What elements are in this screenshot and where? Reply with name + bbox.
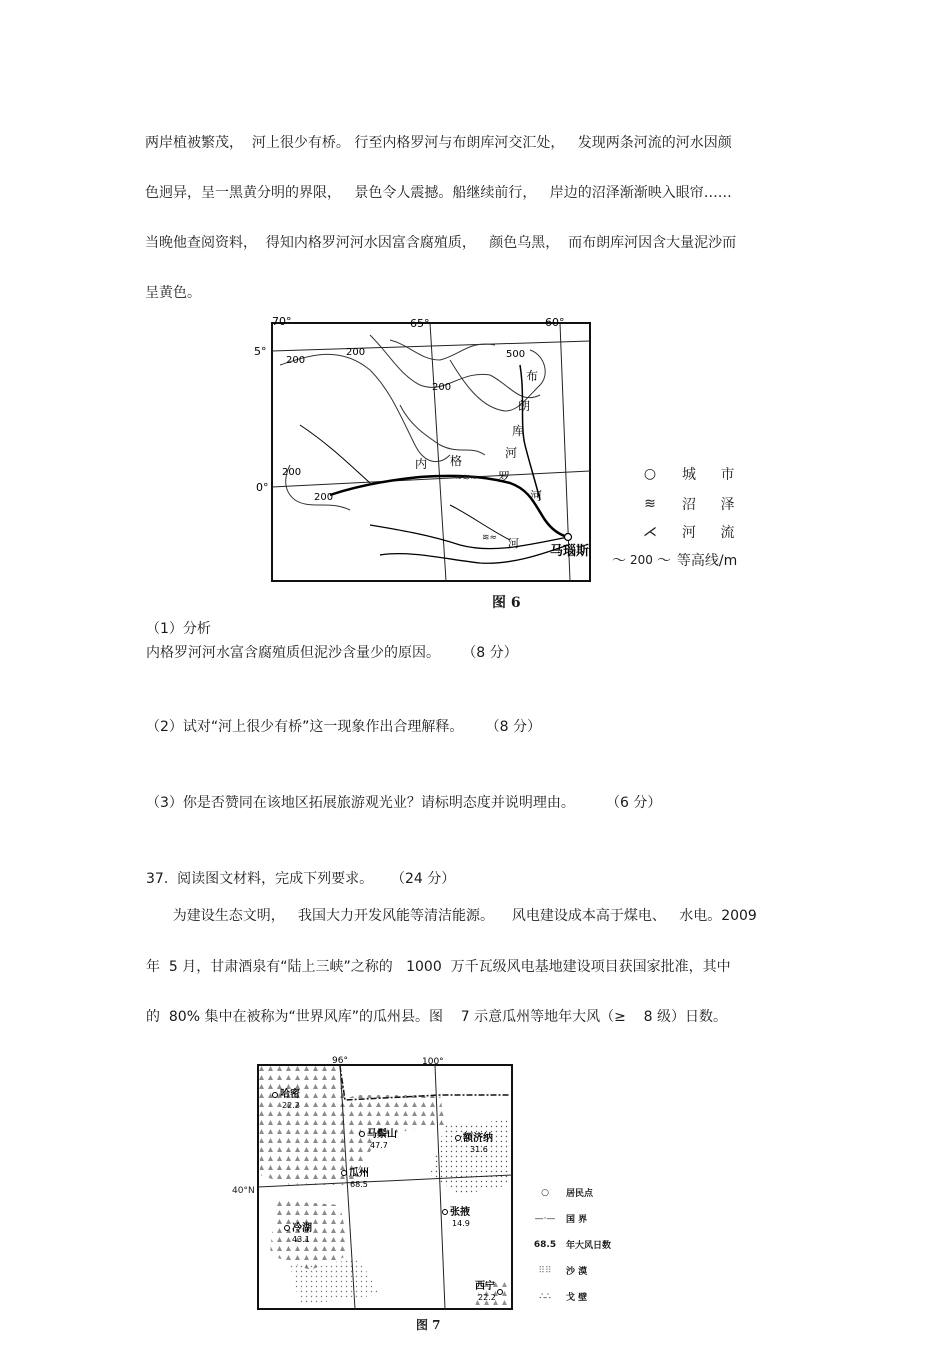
legend-river: ⋌ 河 流 <box>630 522 744 542</box>
river-negro-char: 河 <box>530 489 543 503</box>
legend-border: —·— 国 界 <box>530 1212 587 1225</box>
place-value: 43.1 <box>292 1235 310 1244</box>
passage-line-4: 呈黄色。 <box>145 285 201 301</box>
desert-icon: ⠿⠿ <box>538 1265 552 1276</box>
legend-gobi: ∴∴ 戈 壁 <box>530 1290 587 1303</box>
passage-line-2: 色迥异，呈一黑黄分明的界限， 景色令人震撼。船继续前行， 岸边的沼泽渐渐映入眼帘…… <box>145 185 732 201</box>
place-name: 西宁 <box>475 1281 495 1292</box>
swamp-icon: ≈≋≈ <box>455 473 478 483</box>
place-name: 额济纳 <box>463 1133 493 1144</box>
contour-label: 200 <box>282 467 302 478</box>
city-label: 马瑙斯 <box>550 544 590 559</box>
figure-7-caption: 图 7 <box>416 1318 441 1332</box>
legend-swamp: ≋ 沼 泽 <box>630 494 744 514</box>
figure-6-caption: 图 6 <box>492 595 521 611</box>
border-icon: —·— <box>534 1213 556 1224</box>
city-marker <box>565 534 572 541</box>
place-value: 22.2 <box>282 1101 300 1110</box>
place-value: 47.7 <box>370 1141 388 1150</box>
river-branco-char: 河 <box>505 446 518 460</box>
contour-label: 500 <box>506 349 526 360</box>
swamp-icon: ≋≈ <box>482 533 498 543</box>
place-value: 14.9 <box>452 1219 470 1228</box>
q37-line-2: 年 5 月，甘肃酒泉有“陆上三峡”之称的 1000 万千瓦级风电基地建设项目获国家批准，其中 <box>146 959 731 975</box>
river-negro-char: 罗 <box>498 470 511 484</box>
place-name: 冷湖 <box>292 1223 312 1234</box>
place-name: 马鬃山 <box>367 1129 397 1140</box>
contour-label: 200 <box>314 492 334 503</box>
question-2: （2）试对“河上很少有桥”这一现象作出合理解释。 （8 分） <box>146 719 542 735</box>
river-negro-char: 内 <box>415 457 428 471</box>
circle-icon: ○ <box>643 466 657 482</box>
question-1-a: （1）分析 <box>146 621 211 637</box>
q37-line-1: 为建设生态文明， 我国大力开发风能等清洁能源。 风电建设成本高于煤电、 水电。2009 <box>146 908 757 924</box>
passage-line-1: 两岸植被繁茂， 河上很少有桥。 行至内格罗河与布朗库河交汇处， 发现两条河流的河水因颜 <box>145 135 732 151</box>
river-icon: ⋌ <box>643 524 657 540</box>
lon-label-100: 100° <box>422 1057 444 1067</box>
river-branco-char: 布 <box>526 369 539 383</box>
place-name: 哈密 <box>280 1089 300 1100</box>
lat-label-40n: 40°N <box>232 1186 255 1196</box>
legend-wind-days: 68.5 年大风日数 <box>533 1239 612 1251</box>
lon-label-60: 60° <box>545 316 565 329</box>
place-value: 68.5 <box>350 1180 368 1189</box>
legend-city: ○ 城 市 <box>630 464 744 484</box>
gobi-icon: ∴∴ <box>539 1291 551 1302</box>
lon-label-96: 96° <box>332 1056 348 1066</box>
legend-contour: ～ 200 ～ 等高线/m <box>612 550 737 570</box>
question-3: （3）你是否赞同在该地区拓展旅游观光业？请标明态度并说明理由。 （6 分） <box>146 795 662 811</box>
question-37-title: 37. 阅读图文材料，完成下列要求。 （24 分） <box>146 871 456 887</box>
figure-7-map <box>230 1055 520 1315</box>
legend-desert: ⠿⠿ 沙 漠 <box>530 1264 587 1277</box>
place-value: 22.2 <box>478 1293 496 1302</box>
river-negro-char: 格 <box>450 454 463 468</box>
swamp-icon: ≋ <box>644 496 656 512</box>
lat-label-0: 0° <box>256 481 269 494</box>
place-name: 瓜州 <box>349 1168 369 1179</box>
lon-label-65: 65° <box>410 317 430 330</box>
lat-label-5: 5° <box>254 345 267 358</box>
legend-settlement: ○ 居民点 <box>530 1186 593 1199</box>
circle-icon: ○ <box>541 1187 549 1198</box>
river-branco-char: 朗 <box>518 399 531 413</box>
figure-6-map <box>250 315 600 590</box>
place-value: 31.6 <box>470 1145 488 1154</box>
passage-line-3: 当晚他查阅资料， 得知内格罗河河水因富含腐殖质， 颜色乌黑， 而布朗库河因含大量泥沙而 <box>145 235 737 251</box>
contour-label: 200 <box>286 355 306 366</box>
contour-icon: ～ <box>612 553 626 569</box>
place-name: 张掖 <box>450 1207 470 1218</box>
contour-label: 200 <box>346 347 366 358</box>
river-branco-char: 库 <box>512 424 525 438</box>
contour-label: 200 <box>432 382 452 393</box>
lon-label-70: 70° <box>272 315 292 328</box>
question-1-b: 内格罗河河水富含腐殖质但泥沙含量少的原因。 （8 分） <box>146 645 518 661</box>
river-label: 河 <box>508 537 519 550</box>
q37-line-3: 的 80% 集中在被称为“世界风库”的瓜州县。图 7 示意瓜州等地年大风（≥ 8 级）日数。 <box>146 1009 728 1025</box>
